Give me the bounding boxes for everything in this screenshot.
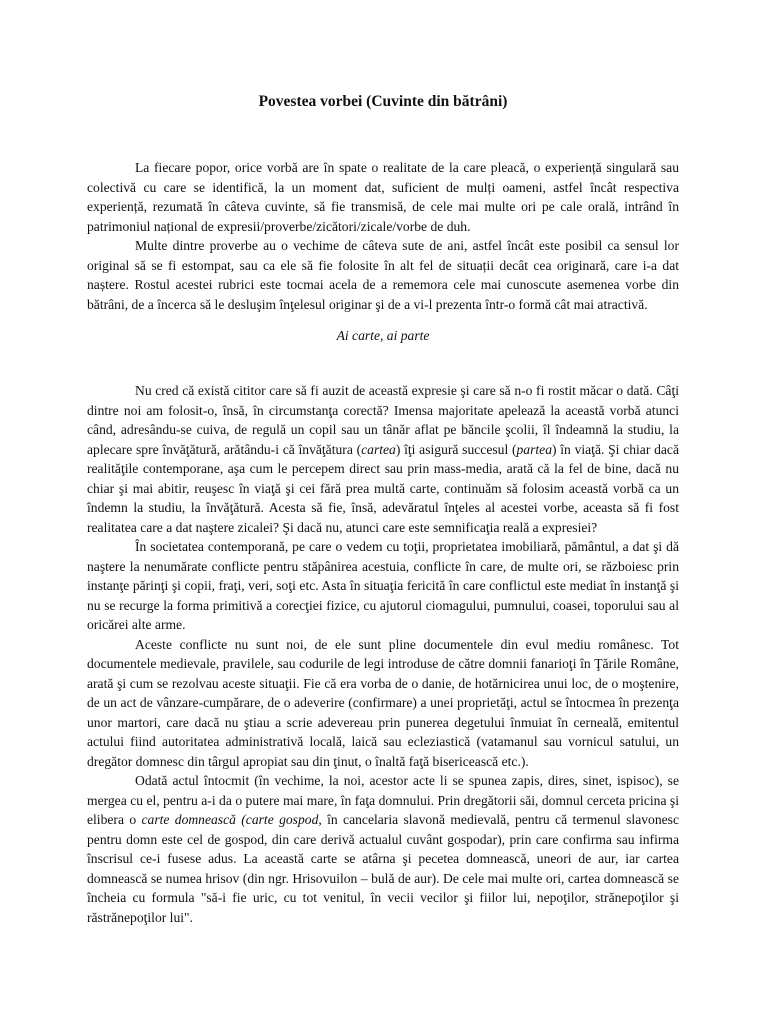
section-subtitle: Ai carte, ai parte	[336, 328, 430, 343]
intro-paragraph-2: Multe dintre proverbe au o vechime de câteva sute de ani, astfel încât este posibil ca sensul lor original să se fi estompat, sau ca ele să fie folosite în alt fel de situații decât cea originară, care i-a dat naștere. Rostul acestei rubrici este tocmai acela de a rememora cele mai cunoscute asemenea vorbe din bătrâni, de a încerca să le desluşim înţelesul originar şi de a vi-l prezenta într-o formă cât mai atractivă.	[87, 238, 679, 312]
intro-paragraph-1: La fiecare popor, orice vorbă are în spate o realitate de la care pleacă, o experiență singulară sau colectivă cu care se identifică, la un moment dat, suficient de mulți oameni, astfel încât respectiva experiență, rezumată în câteva cuvinte, să fie transmisă, de cele mai multe ori pe cale orală, intrând în patrimoniul național de expresii/proverbe/zicători/zicale/vorbe de duh.	[87, 160, 679, 234]
italic-term-cartea: cartea	[361, 441, 396, 457]
text-run: ) în viaţă. Şi chiar dacă realităţile contemporane, aşa cum le percepem direct sau prin mass-media, arată că la fel de bine, dacă nu chiar şi mai abitir, reuşesc în viaţă şi cei fără prea multă carte, continuăm să folosim această vorbă ca un îndemn la studiu, la învăţătură. Acesta să fie, însă, adevăratul înţeles al acestei vorbe, aceasta să fi fost realitatea care a dat naştere zicalei? Şi dacă nu, atunci care este semnificaţia reală a expresiei?	[87, 441, 679, 535]
italic-term-partea: partea	[516, 441, 552, 457]
text-run: Nu cred că există cititor care să fi auzit de această expresie şi care să n-o fi rostit măcar o dată. Câţi dintre noi am folosit-o, însă, în circumstanţa corectă? Imensa majoritate apelează la această vorbă atunci când, adresându-se cuiva, de regulă un copil sau un tânăr aflat pe băncile şcolii, îl îndeamnă la studiu, la aplecare spre învăţătură, arătându-i că învăţătura (	[87, 383, 679, 457]
body-paragraph-1	[87, 381, 679, 537]
text-run: Odată actul întocmit (în vechime, la noi, acestor acte li se spunea zapis, dires, sinet, ispisoc), se mergea cu el, pentru a-i da o putere mai mare, în faţa domnului. Prin dregătorii săi, domnul cerceta pricina şi elibera o	[87, 773, 679, 827]
body-paragraph-3: Aceste conflicte nu sunt noi, de ele sunt pline documentele din evul mediu românesc. Tot documentele medievale, pravilele, sau codurile de legi introduse de către domnii fanarioţi în Ţările Române, arată şi cum se rezolvau aceste situaţii. Fie că era vorba de o danie, de hotărnicirea unui loc, de o moştenire, de un act de vânzare-cumpărare, de o adeverire (confirmare) a unei proprietăţi, actul se întocmea în prezenţa unor martori, care dacă nu ştiau a scrie adevereau prin punerea degetului înmuiat în cerneală, emitentul actului fiind autoritatea administrativă locală, laică sau ecleziastică (vatamanul sau vornicul satului, un dregător domnesc din târgul apropiat sau din ţinut, o înaltă faţă bisericească etc.).	[87, 636, 679, 769]
document-title: Povestea vorbei (Cuvinte din bătrâni)	[258, 93, 508, 110]
text-run: , în cancelaria slavonă medievală, pentru că termenul slavonesc pentru domn este cel de gospod, din care derivă actualul cuvânt gospodar), prin care confirma sau infirma înscrisul ce-i fusese adus. La această carte se atârna şi pecetea domnească, uneori de aur, iar cartea domnească se numea hrisov (din ngr. Hrisovuilon – bulă de aur). De cele mai multe ori, cartea domnească se încheia cu formula "să-i fie uric, cu tot venitul, în vecii vecilor şi fiilor lui, nepoţilor, strănepoţilor şi răstrănepoţilor lui".	[87, 812, 679, 925]
body-paragraph-4	[87, 771, 679, 927]
text-run: ) îţi asigură succesul (	[395, 441, 517, 457]
italic-term-carte-domneasca: carte domnească (carte gospod	[141, 812, 319, 827]
body-paragraph-2: În societatea contemporană, pe care o vedem cu toţii, proprietatea imobiliară, pământul, a dat şi dă naştere la nenumărate conflicte pentru stăpânirea acestuia, conflicte în care, de multe ori, se războiesc prin instanţe părinţi şi copii, fraţi, veri, soţi etc. Asta în situaţia fericită în care conflictul este mediat în instanţă şi nu se recurge la forma primitivă a corecţiei fizice, cu ajutorul ciomagului, pumnului, coasei, toporului sau al oricărei alte arme.	[87, 539, 679, 632]
